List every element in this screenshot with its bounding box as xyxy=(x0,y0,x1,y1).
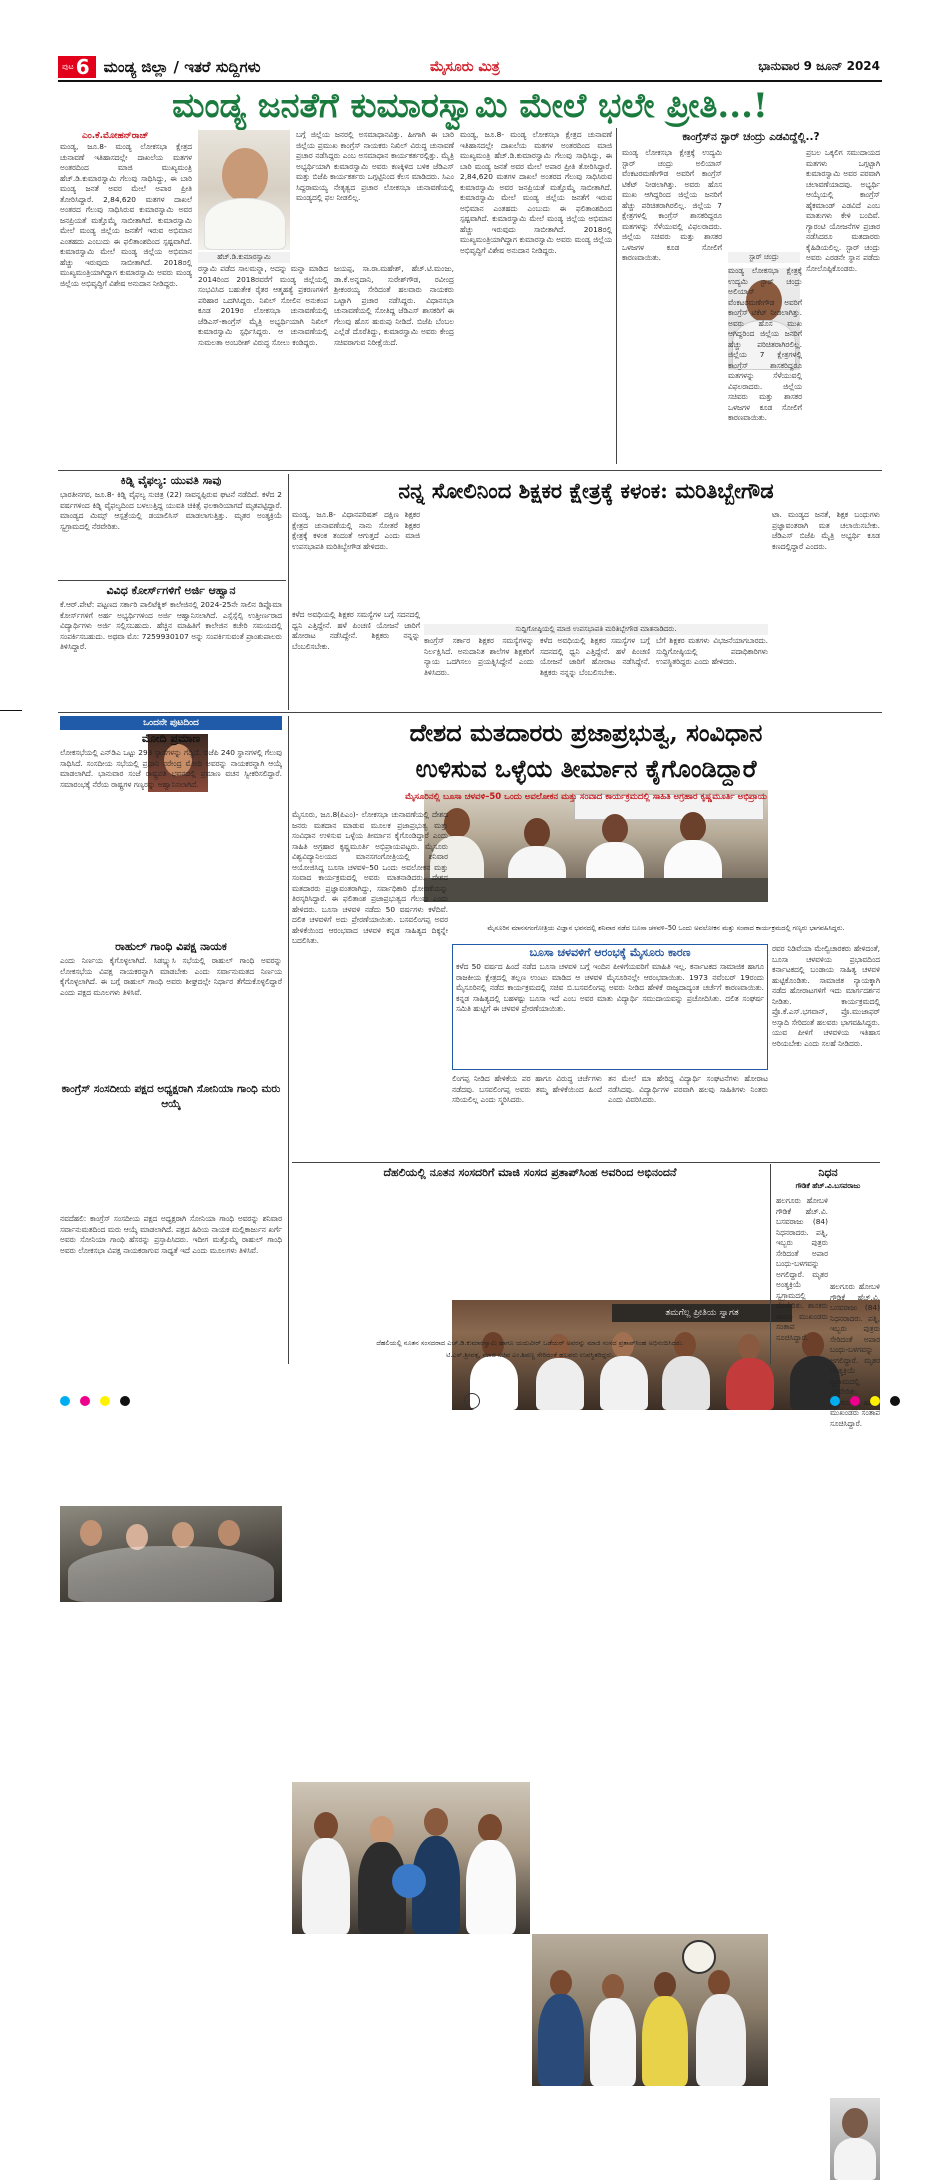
lead-body-col3: ಬಗ್ಗೆ ಜಿಲ್ಲೆಯ ಜನರಲ್ಲಿ ಅಸಮಾಧಾನವಿತ್ತು. ಹೀಗಾಗಿ ಈ ಬಾರಿ ಜಿಲ್ಲೆಯ ಪ್ರಮುಖ ಕಾಂಗ್ರೆಸ್ ನಾಯಕರು ನಿಖಿಲ್ ವಿರುದ್ಧ ಚುನಾವಣೆ ಪ್ರಚಾರ ನಡೆಸಿದ್ದರು ಎಂಬ ಅಸಮಾಧಾನ ಕಾರ್ಯಕರ್ತರಲ್ಲಿತ್ತು. ಮೈತ್ರಿ ಅಭ್ಯರ್ಥಿಯಾಗಿ ಕುಮಾರಸ್ವಾಮಿ ಅವರು ಕಣಕ್ಕಿಳಿದ ಬಳಿಕ ಜೆಡಿಎಸ್ ಮತ್ತು ಬಿಜೆಪಿ ಕಾರ್ಯಕರ್ತರು ಒಗ್ಗಟ್ಟಿನಿಂದ ಕೆಲಸ ಮಾಡಿದರು. ಸಿಎಂ ಸಿದ್ದರಾಮಯ್ಯ ನೇತೃತ್ವದ ಪ್ರಚಾರ ಲೋಕಸಭಾ ಚುನಾವಣೆಯಲ್ಲಿ ಮಂಡ್ಯದಲ್ಲಿ ಫಲ ನೀಡಲಿಲ್ಲ. xyxy=(296,130,454,203)
lead-body-col5: ಮಂಡ್ಯ, ಜೂ.8- ಮಂಡ್ಯ ಲೋಕಸಭಾ ಕ್ಷೇತ್ರದ ಚುನಾವಣೆ ಇತಿಹಾಸದಲ್ಲೇ ದಾಖಲೆಯ ಮತಗಳ ಅಂತರದಿಂದ ಮಾಜಿ ಮುಖ್ಯಮಂತ್ರಿ ಹೆಚ್.ಡಿ.ಕುಮಾರಸ್ವಾಮಿ ಗೆಲುವು ಸಾಧಿಸಿದ್ದು, ಈ ಬಾರಿ ಮಂಡ್ಯ ಜನತೆ ಅವರ ಮೇಲೆ ಅಪಾರ ಪ್ರೀತಿ ತೋರಿಸಿದ್ದಾರೆ. 2,84,620 ಮತಗಳ ದಾಖಲೆ ಅಂತರದ ಗೆಲುವು ಸಾಧಿಸಿರುವ ಕುಮಾರಸ್ವಾಮಿ ಅವರ ಜನಪ್ರಿಯತೆ ಮತ್ತೊಮ್ಮೆ ಸಾಬೀತಾಗಿದೆ. ಕುಮಾರಸ್ವಾಮಿ ಮೇಲೆ ಮಂಡ್ಯ ಜಿಲ್ಲೆಯ ಜನತೆಗೆ ಇರುವ ಅಭಿಮಾನ ಎಂತಹದು ಎಂಬುದು ಈ ಫಲಿತಾಂಶದಿಂದ ಸ್ಪಷ್ಟವಾಗಿದೆ. ಕುಮಾರಸ್ವಾಮಿ ಮೇಲೆ ಮಂಡ್ಯ ಜಿಲ್ಲೆಯ ಅಭಿಮಾನ ಹೆಚ್ಚು ಇರುವುದು ಸಾಬೀತಾಗಿದೆ. 2018ರಲ್ಲಿ ಮುಖ್ಯಮಂತ್ರಿಯಾಗಿದ್ದಾಗ ಕುಮಾರಸ್ವಾಮಿ ಅವರು ಮಂಡ್ಯ ಜಿಲ್ಲೆಯ ಅಭಿವೃದ್ಧಿಗೆ ವಿಶೇಷ ಅನುದಾನ ನೀಡಿದ್ದರು. xyxy=(460,130,612,255)
boosa-body2: ಲಿಂಗಪ್ಪ ನೀಡಿದ ಹೇಳಿಕೆಯ ಪರ ಹಾಗೂ ವಿರುದ್ಧ ಚರ್ಚೆಗಳು ನಡೆದವು. ಬಸವಲಿಂಗಪ್ಪ ಅವರು ತಮ್ಮ ಹೇಳಿಕೆಯಿಂದ ಹಿಂದೆ ಸರಿಯಲಿಲ್ಲ ಎಂದು ಸ್ಮರಿಸಿದರು. xyxy=(452,1074,602,1105)
modi-headline: ಮೋದಿ ಪ್ರಮಾಣ xyxy=(141,732,201,745)
marithibbe-body4: ಕಳೆದ ಅವಧಿಯಲ್ಲಿ ಶಿಕ್ಷಕರ ಸಮಸ್ಯೆಗಳ ಬಗ್ಗೆ ಸದನದಲ್ಲಿ ಧ್ವನಿ ಎತ್ತಿದ್ದೇನೆ. ಹಳೆ ಪಿಂಚಣಿ ಯೋಜನೆ ಜಾರಿಗೆ ಹೋರಾಟ ನಡೆಸಿದ್ದೇನೆ. ಶಿಕ್ಷಕರು ನನ್ನನ್ನು ಬೆಂಬಲಿಸಬೇಕು. xyxy=(540,636,650,677)
voters-headline-line1: ದೇಶದ ಮತದಾರರು ಪ್ರಜಾಪ್ರಭುತ್ವ, ಸಂವಿಧಾನ xyxy=(409,718,763,747)
kumaraswamy-caption: ಹೆಚ್.ಡಿ.ಕುಮಾರಸ್ವಾಮಿ xyxy=(198,252,290,263)
obituary-body: ಹಲಗೂರು ಹೋಬಳಿ ಗೌಡಿಕೆ ಹೆಚ್.ವಿ. ಬಸವರಾಜು (84) ನಿಧನರಾದರು. ಪತ್ನಿ, ಇಬ್ಬರು ಪುತ್ರರು ಸೇರಿದಂತೆ ಅಪಾರ ಬಂಧು-ಬಳಗವನ್ನು ಅಗಲಿದ್ದಾರೆ. ಮೃತರ ಅಂತ್ಯಕ್ರಿಯೆ ಸ್ವಗ್ರಾಮದಲ್ಲಿ ನೆರವೇರಿತು. ಶಾಸಕರು ಹಾಗೂ ಮುಖಂಡರು ಸಂತಾಪ ಸೂಚಿಸಿದ್ದಾರೆ. xyxy=(776,1196,828,1342)
boosa-box-body: ಕಳೆದ 50 ವರ್ಷದ ಹಿಂದೆ ನಡೆದ ಬೂಸಾ ಚಳವಳಿ ಬಗ್ಗೆ ಇಂದಿನ ಪೀಳಿಗೆಯವರಿಗೆ ಮಾಹಿತಿ ಇಲ್ಲ. ಕರ್ನಾಟಕದ ಸಾಮಾಜಿಕ ಹಾಗೂ ರಾಜಕೀಯ ಕ್ಷೇತ್ರದಲ್ಲಿ ತಲ್ಲಣ ಉಂಟು ಮಾಡಿದ ಆ ಚಳವಳಿ ಮೈಸೂರಿನಲ್ಲೇ ಆರಂಭವಾಯಿತು. 1973 ನವೆಂಬರ್ 19ರಂದು ಮೈಸೂರಿನಲ್ಲಿ ನಡೆದ ಕಾರ್ಯಕ್ರಮದಲ್ಲಿ ಸಚಿವ ಬಿ.ಬಸವಲಿಂಗಪ್ಪ ಅವರು ನೀಡಿದ ಹೇಳಿಕೆ ರಾಜ್ಯದಾದ್ಯಂತ ಚರ್ಚೆಗೆ ಕಾರಣವಾಯಿತು. ಕನ್ನಡ ಸಾಹಿತ್ಯದಲ್ಲಿ ಬಹಳಷ್ಟು ಬೂಸಾ ಇದೆ ಎಂಬ ಅವರ ಮಾತು ವಿದ್ಯಾರ್ಥಿ ಸಮುದಾಯವನ್ನು ಪ್ರಚೋದಿಸಿತು. ದಲಿತ ಸಂಘರ್ಷ ಸಮಿತಿ ಹುಟ್ಟಿಗೆ ಈ ಚಳವಳಿ ಪ್ರೇರಣೆಯಾಯಿತು. xyxy=(456,962,764,1014)
column-divider-4 xyxy=(770,1164,771,1364)
kidney-body: ಭಾರತೀನಗರ, ಜೂ.8- ಕಿಡ್ನಿ ವೈಫಲ್ಯ ಸುಚಿತ್ರ (22) ಸಾವನ್ನಪ್ಪಿರುವ ಘಟನೆ ನಡೆದಿದೆ. ಕಳೆದ 2 ವರ್ಷಗಳಿಂದ ಕಿಡ್ನಿ ವೈಫಲ್ಯದಿಂದ ಬಳಲುತ್ತಿದ್ದ ಯುವತಿ ಚಿಕಿತ್ಸೆ ಫಲಕಾರಿಯಾಗದೆ ಮೃತಪಟ್ಟಿದ್ದಾರೆ. ಮಾಂಡ್ಯದ ಮಿಮ್ಸ್ ಆಸ್ಪತ್ರೆಯಲ್ಲಿ ಡಯಾಲಿಸಿಸ್ ಮಾಡಲಾಗುತ್ತಿತ್ತು. ಮೃತರ ಅಂತ್ಯಕ್ರಿಯೆ ಸ್ವಗ್ರಾಮದಲ್ಲಿ ನೆರವೇರಿತು. xyxy=(60,490,282,531)
row-divider-4 xyxy=(292,1162,880,1163)
cyan-dot xyxy=(60,1396,70,1406)
chandru-body-col3: ಮಂಡ್ಯ ಲೋಕಸಭಾ ಕ್ಷೇತ್ರಕ್ಕೆ ಉದ್ಯಮಿ ಸ್ಟಾರ್ ಚಂದ್ರು ಅಲಿಯಾಸ್ ವೆಂಕಟರಮಣೇಗೌಡ ಅವರಿಗೆ ಕಾಂಗ್ರೆಸ್ ಟಿಕೆಟ್ ನೀಡಲಾಗಿತ್ತು. ಅವರು ಹೊಸ ಮುಖ ಆಗಿದ್ದರಿಂದ ಜಿಲ್ಲೆಯ ಜನರಿಗೆ ಹೆಚ್ಚು ಪರಿಚಿತರಾಗಿರಲಿಲ್ಲ. ಜಿಲ್ಲೆಯ 7 ಕ್ಷೇತ್ರಗಳಲ್ಲಿ ಕಾಂಗ್ರೆಸ್ ಶಾಸಕರಿದ್ದರೂ ಮತಗಳನ್ನು ಸೆಳೆಯುವಲ್ಲಿ ವಿಫಲರಾದರು. ಜಿಲ್ಲೆಯ ಸಚಿವರು ಮತ್ತು ಶಾಸಕರ ಒಳಜಗಳ ಕೂಡ ಸೋಲಿಗೆ ಕಾರಣವಾಯಿತು. xyxy=(728,266,802,423)
masthead-logo: ಮೈಸೂರು ಮಿತ್ರ xyxy=(430,59,500,75)
column-divider-2 xyxy=(288,474,289,710)
column-divider-3 xyxy=(288,716,289,1364)
delhi-caption-1: ದೆಹಲಿಯಲ್ಲಿ ನೂತನ ಸಂಸದರಾದ ಎಚ್.ಡಿ.ಕುಮಾರಸ್ವಾಮಿ ಹಾಗೂ ಯದುವೀರ್ ಒಡೆಯರ್ ಅವರನ್ನು ಮಾಜಿ ಸಂಸದ ಪ್ರತಾಪ್‌ಸಿಂಹ ಅಭಿನಂದಿಸಿದರು. xyxy=(376,1339,684,1347)
marithibbe-body3: ಕಾಂಗ್ರೆಸ್ ಸರ್ಕಾರ ಶಿಕ್ಷಕರ ಸಮಸ್ಯೆಗಳನ್ನು ನಿರ್ಲಕ್ಷಿಸಿದೆ. ಅನುದಾನಿತ ಶಾಲೆಗಳ ಶಿಕ್ಷಕರಿಗೆ ನ್ಯಾಯ ಒದಗಿಸಲು ಪ್ರಯತ್ನಿಸಿದ್ದೇನೆ ಎಂದು ತಿಳಿಸಿದರು. xyxy=(424,636,534,677)
color-bar-right xyxy=(830,1396,900,1406)
obituary-label: ನಿಧನ xyxy=(818,1166,838,1179)
rahul-body: ಎಂದು ನಿರ್ಣಯ ಕೈಗೊಳ್ಳಲಾಗಿದೆ. ಸಿಡಬ್ಲ್ಯುಸಿ ಸಭೆಯಲ್ಲಿ ರಾಹುಲ್ ಗಾಂಧಿ ಅವರನ್ನು ಲೋಕಸಭೆಯ ವಿಪಕ್ಷ ನಾಯಕರನ್ನಾಗಿ ಮಾಡಬೇಕು ಎಂದು ಸರ್ವಾನುಮತದ ನಿರ್ಣಯ ಕೈಗೊಳ್ಳಲಾಗಿದೆ. ಈ ಬಗ್ಗೆ ರಾಹುಲ್ ಗಾಂಧಿ ಅವರು ಶೀಘ್ರದಲ್ಲೇ ನಿರ್ಧಾರ ತೆಗೆದುಕೊಳ್ಳಲಿದ್ದಾರೆ ಎಂದು ಪಕ್ಷದ ಮೂಲಗಳು ತಿಳಿಸಿವೆ. xyxy=(60,956,282,997)
voters-body: ಮೈಸೂರು, ಜೂ.8(ಪಿಎಂ)- ಲೋಕಸಭಾ ಚುನಾವಣೆಯಲ್ಲಿ ದೇಶದ ಜನರು ಮತದಾನ ಮಾಡುವ ಮೂಲಕ ಪ್ರಜಾಪ್ರಭುತ್ವ ಮತ್ತು ಸಂವಿಧಾನ ಉಳಿಸುವ ಒಳ್ಳೆಯ ತೀರ್ಮಾನ ಕೈಗೊಂಡಿದ್ದಾರೆ ಎಂದು ಸಾಹಿತಿ ಅಗ್ರಹಾರ ಕೃಷ್ಣಮೂರ್ತಿ ಅಭಿಪ್ರಾಯಪಟ್ಟರು. ಮೈಸೂರು ವಿಶ್ವವಿದ್ಯಾನಿಲಯದ ಮಾನಸಗಂಗೋತ್ರಿಯಲ್ಲಿ ಶನಿವಾರ ಆಯೋಜಿಸಿದ್ದ ಬೂಸಾ ಚಳವಳಿ–50 ಒಂದು ಅವಲೋಕನ ಮತ್ತು ಸಂವಾದ ಕಾರ್ಯಕ್ರಮದಲ್ಲಿ ಅವರು ಮಾತನಾಡಿದರು. ದೇಶದ ಮತದಾರರು ಪ್ರಜ್ಞಾವಂತರಾಗಿದ್ದು, ಸರ್ವಾಧಿಕಾರಿ ಧೋರಣೆಯನ್ನು ತಿರಸ್ಕರಿಸಿದ್ದಾರೆ. ಈ ಫಲಿತಾಂಶ ಪ್ರಜಾಪ್ರಭುತ್ವದ ಗೆಲುವು ಎಂದು ಹೇಳಿದರು. ಬೂಸಾ ಚಳವಳಿ ನಡೆದು 50 ವರ್ಷಗಳು ಕಳೆದಿವೆ. ದಲಿತ ಚಳವಳಿಗೆ ಅದು ಪ್ರೇರಣೆಯಾಯಿತು. ಬಸವಲಿಂಗಪ್ಪ ಅವರ ಹೇಳಿಕೆಯಿಂದ ಆರಂಭವಾದ ಚಳವಳಿ ಕನ್ನಡ ಸಾಹಿತ್ಯದ ದಿಕ್ಕನ್ನೇ ಬದಲಿಸಿತು. xyxy=(292,810,448,946)
press-meet-caption: ಸುದ್ದಿಗೋಷ್ಠಿಯಲ್ಲಿ ಮಾಜಿ ಉಪಸಭಾಪತಿ ಮರಿತಿಬ್ಬೇಗೌಡ ಮಾತನಾಡಿದರು. xyxy=(424,624,768,635)
sonia-photo xyxy=(60,1506,282,1602)
boosa-body3: ತನ ಮೇಲೆ ಮಾ ಹೇರಿದ್ದ ವಿದ್ಯಾರ್ಥಿ ಸಂಘಟನೆಗಳು ಹೋರಾಟ ನಡೆಸಿದವು. ವಿದ್ಯಾರ್ಥಿಗಳ ಪರವಾಗಿ ಹಲವು ಸಾಹಿತಿಗಳು ನಿಂತರು ಎಂದು ವಿವರಿಸಿದರು. xyxy=(608,1074,768,1105)
obituary-name: ಗೌಡಿಕೆ ಹೆಚ್.ವಿ.ಬಸವರಾಜು xyxy=(795,1182,861,1190)
lead-body-col4: ಜಯಪ್ಪ, ಸಾ.ರಾ.ಮಹೇಶ್, ಹೆಚ್.ಟಿ.ಮಂಜು, ಡಾ.ಕೆ.ಅನ್ನದಾನಿ, ಸುರೇಶ್‌ಗೌಡ, ರವೀಂದ್ರ ಶ್ರೀಕಂಠಯ್ಯ ಸೇರಿದಂತೆ ಹಲವಾರು ನಾಯಕರು ಒಟ್ಟಾಗಿ ಪ್ರಚಾರ ನಡೆಸಿದ್ದರು. ವಿಧಾನಸಭಾ ಚುನಾವಣೆಯಲ್ಲಿ ಸೋತಿದ್ದ ಜೆಡಿಎಸ್ ಶಾಸಕರಿಗೆ ಈ ಗೆಲುವು ಹೊಸ ಹುರುಪು ನೀಡಿದೆ. ಬಿಜೆಪಿ ಬೆಂಬಲ ಎಲ್ಲೆಡೆ ದೊರೆತಿದ್ದು, ಕುಮಾರಸ್ವಾಮಿ ಅವರು ಕೇಂದ್ರ ಸಚಿವರಾಗುವ ನಿರೀಕ್ಷೆಯಿದೆ. xyxy=(334,264,454,347)
magenta-dot xyxy=(850,1396,860,1406)
applications-body: ಕೆ.ಆರ್.ಪೇಟೆ: ಪಟ್ಟಣದ ಸರ್ಕಾರಿ ಪಾಲಿಟೆಕ್ನಿಕ್ ಕಾಲೇಜಿನಲ್ಲಿ 2024-25ನೇ ಸಾಲಿನ ಡಿಪ್ಲೊಮಾ ಕೋರ್ಸ್‌ಗಳಿಗೆ ಅರ್ಹ ಅಭ್ಯರ್ಥಿಗಳಿಂದ ಅರ್ಜಿ ಆಹ್ವಾನಿಸಲಾಗಿದೆ. ಎಸ್ಸೆಸ್ಸೆಲ್ಸಿ ಉತ್ತೀರ್ಣರಾದ ವಿದ್ಯಾರ್ಥಿಗಳು ಅರ್ಜಿ ಸಲ್ಲಿಸಬಹುದು. ಹೆಚ್ಚಿನ ಮಾಹಿತಿಗೆ ಕಾಲೇಜಿನ ಕಚೇರಿ ಸಮಯದಲ್ಲಿ ಸಂಪರ್ಕಿಸಬಹುದು. ಅಥವಾ ಮೊ: 7259930107 ಅನ್ನು ಸಂಪರ್ಕಿಸುವಂತೆ ಪ್ರಾಂಶುಪಾಲರು ತಿಳಿಸಿದ್ದಾರೆ. xyxy=(60,600,282,652)
applications-headline: ವಿವಿಧ ಕೋರ್ಸ್‌ಗಳಿಗೆ ಅರ್ಜಿ ಆಹ್ವಾನ xyxy=(106,584,236,597)
cyan-dot xyxy=(830,1396,840,1406)
page-word: ಪುಟ xyxy=(62,61,74,71)
row-divider-3 xyxy=(58,712,882,713)
rahul-headline: ರಾಹುಲ್ ಗಾಂಧಿ ವಿಪಕ್ಷ ನಾಯಕ xyxy=(115,940,227,953)
modi-body: ಲೋಕಸಭೆಯಲ್ಲಿ ಎನ್‌ಡಿಎ ಒಟ್ಟು 293 ಸ್ಥಾನಗಳನ್ನು ಗೆದ್ದಿದೆ. ಬಿಜೆಪಿ 240 ಸ್ಥಾನಗಳಲ್ಲಿ ಗೆಲುವು ಸಾಧಿಸಿದೆ. ಸಂಸದೀಯ ಸಭೆಯಲ್ಲಿ ಪ್ರಧಾನಿ ನರೇಂದ್ರ ಮೋದಿ ಅವರನ್ನು ನಾಯಕರನ್ನಾಗಿ ಆಯ್ಕೆ ಮಾಡಲಾಗಿದೆ. ಭಾನುವಾರ ಸಂಜೆ ರಾಷ್ಟ್ರಪತಿ ಭವನದಲ್ಲಿ ಪ್ರಮಾಣ ವಚನ ಸ್ವೀಕರಿಸಲಿದ್ದಾರೆ. ಸಮಾರಂಭಕ್ಕೆ ನೆರೆಯ ರಾಷ್ಟ್ರಗಳ ಗಣ್ಯರನ್ನು ಆಹ್ವಾನಿಸಲಾಗಿದೆ. xyxy=(60,748,282,789)
boosa-right-body: ರವರ ನಿಡಿವೆಯಾ ಮೇಲ್ವಿಚಾರಕರು ಹೇಳಿದಂತೆ, ಬೂಸಾ ಚಳವಳಿಯ ಪ್ರಭಾವದಿಂದ ಕರ್ನಾಟಕದಲ್ಲಿ ಬಂಡಾಯ ಸಾಹಿತ್ಯ ಚಳವಳಿ ಹುಟ್ಟಿಕೊಂಡಿತು. ಸಾಮಾಜಿಕ ನ್ಯಾಯಕ್ಕಾಗಿ ನಡೆದ ಹೋರಾಟಗಳಿಗೆ ಇದು ಮಾರ್ಗದರ್ಶನ ನೀಡಿತು. ಕಾರ್ಯಕ್ರಮದಲ್ಲಿ ಪ್ರೊ.ಕೆ.ಎಸ್.ಭಗವಾನ್, ಪ್ರೊ.ಮುಜಾಫರ್ ಅಸ್ಸಾದಿ ಸೇರಿದಂತೆ ಹಲವರು ಭಾಗವಹಿಸಿದ್ದರು. ಯುವ ಪೀಳಿಗೆ ಚಳವಳಿಯ ಇತಿಹಾಸ ಅರಿಯಬೇಕು ಎಂದು ಸಲಹೆ ನೀಡಿದರು. xyxy=(772,944,880,1048)
black-dot xyxy=(890,1396,900,1406)
lead-body-col2: ರಸ್ವಾಮಿ ಪಡೆದ ಸಾಲಮನ್ನಾ, ಅದನ್ನು ಮನ್ನಾ ಮಾಡಿದ 2014ರಿಂದ 2018ರವರೆಗೆ ಮಂಡ್ಯ ಜಿಲ್ಲೆಯಲ್ಲಿ ಸಂಭವಿಸಿದ ಬಹುತೇಕ ರೈತರ ಆತ್ಮಹತ್ಯೆ ಪ್ರಕರಣಗಳಿಗೆ ಪರಿಹಾರ ಒದಗಿಸಿದ್ದರು. ನಿಖಿಲ್ ಸೋಲಿನ ಅನುಕಂಪ ಕೂಡ 2019ರ ಲೋಕಸಭಾ ಚುನಾವಣೆಯಲ್ಲಿ ಜೆಡಿಎಸ್-ಕಾಂಗ್ರೆಸ್ ಮೈತ್ರಿ ಅಭ್ಯರ್ಥಿಯಾಗಿ ನಿಖಿಲ್ ಕುಮಾರಸ್ವಾಮಿ ಸ್ಪರ್ಧಿಸಿದ್ದರು. ಆ ಚುನಾವಣೆಯಲ್ಲಿ ಸುಮಲತಾ ಅಂಬರೀಶ್ ವಿರುದ್ಧ ಸೋಲು ಕಂಡಿದ್ದರು. xyxy=(198,264,328,347)
row-divider-2 xyxy=(58,580,286,581)
marithibbe-body-right: ಟಾ. ಮಂಡ್ಯದ ಜನತೆ, ಶಿಕ್ಷಕ ಬಂಧುಗಳು ಪ್ರಜ್ಞಾವಂತರಾಗಿ ಮತ ಚಲಾಯಿಸಬೇಕು. ಜೆಡಿಎಸ್ ಬಿಜೆಪಿ ಮೈತ್ರಿ ಅಭ್ಯರ್ಥಿ ಕೂಡ ಕಣದಲ್ಲಿದ್ದಾರೆ ಎಂದರು. xyxy=(772,510,880,551)
yellow-dot xyxy=(100,1396,110,1406)
marithibbe-body1: ಮಂಡ್ಯ, ಜೂ.8- ವಿಧಾನಪರಿಷತ್ ದಕ್ಷಿಣ ಶಿಕ್ಷಕರ ಕ್ಷೇತ್ರದ ಚುನಾವಣೆಯಲ್ಲಿ ನಾನು ಸೋತರೆ ಶಿಕ್ಷಕರ ಕ್ಷೇತ್ರಕ್ಕೆ ಕಳಂಕ ತಂದಂತೆ ಆಗುತ್ತದೆ ಎಂದು ಮಾಜಿ ಉಪಸಭಾಪತಿ ಮರಿತಿಬ್ಬೇಗೌಡ ಹೇಳಿದರು. xyxy=(292,510,420,551)
marithibbe-body2: ಕಳೆದ ಅವಧಿಯಲ್ಲಿ ಶಿಕ್ಷಕರ ಸಮಸ್ಯೆಗಳ ಬಗ್ಗೆ ಸದನದಲ್ಲಿ ಧ್ವನಿ ಎತ್ತಿದ್ದೇನೆ. ಹಳೆ ಪಿಂಚಣಿ ಯೋಜನೆ ಜಾರಿಗೆ ಹೋರಾಟ ನಡೆಸಿದ್ದೇನೆ. ಶಿಕ್ಷಕರು ನನ್ನನ್ನು ಬೆಂಬಲಿಸಬೇಕು. xyxy=(292,610,420,651)
trim-mark xyxy=(0,710,22,711)
sonia-body: ನವದೆಹಲಿ: ಕಾಂಗ್ರೆಸ್ ಸಂಸದೀಯ ಪಕ್ಷದ ಅಧ್ಯಕ್ಷರಾಗಿ ಸೋನಿಯಾ ಗಾಂಧಿ ಅವರನ್ನು ಶನಿವಾರ ಸರ್ವಾನುಮತದಿಂದ ಮರು ಆಯ್ಕೆ ಮಾಡಲಾಗಿದೆ. ಪಕ್ಷದ ಹಿರಿಯ ನಾಯಕ ಮಲ್ಲಿಕಾರ್ಜುನ ಖರ್ಗೆ ಅವರು ಸೋನಿಯಾ ಗಾಂಧಿ ಹೆಸರನ್ನು ಪ್ರಸ್ತಾಪಿಸಿದರು. ಇದೀಗ ಮತ್ತೊಮ್ಮೆ ರಾಹುಲ್ ಗಾಂಧಿ ಅವರು ಲೋಕಸಭಾ ವಿಪಕ್ಷ ನಾಯಕರಾಗುವ ಸಾಧ್ಯತೆ ಇದೆ ಎಂದು ಮೂಲಗಳು ತಿಳಿಸಿವೆ. xyxy=(60,1214,282,1255)
welcome-banner: ತಮಗೆಲ್ಲ ಪ್ರೀತಿಯ ಸ್ವಾಗತ xyxy=(612,1304,792,1322)
top-rule xyxy=(58,80,882,82)
lead-byline: ಎಂ.ಕೆ.ಮೋಹನ್‌ರಾಜ್ xyxy=(82,131,149,141)
voters-headline-line2: ಉಳಿಸುವ ಒಳ್ಳೆಯ ತೀರ್ಮಾನ ಕೈಗೊಂಡಿದ್ದಾರೆ xyxy=(415,754,757,783)
delhi-headline: ದೆಹಲಿಯಲ್ಲಿ ನೂತನ ಸಂಸದರಿಗೆ ಮಾಜಿ ಸಂಸದ ಪ್ರತಾಪ್‌ಸಿಂಹ ಅವರಿಂದ ಅಭಿನಂದನೆ xyxy=(383,1166,677,1179)
color-bar-left xyxy=(60,1396,130,1406)
issue-date: ಭಾನುವಾರ 9 ಜೂನ್ 2024 xyxy=(758,59,880,73)
section-title: ಮಂಡ್ಯ ಜಿಲ್ಲಾ / ಇತರೆ ಸುದ್ದಿಗಳು xyxy=(103,57,261,76)
chandru-caption: ಸ್ಟಾರ್ ಚಂದ್ರು xyxy=(728,252,800,263)
lead-body-col1: ಮಂಡ್ಯ, ಜೂ.8- ಮಂಡ್ಯ ಲೋಕಸಭಾ ಕ್ಷೇತ್ರದ ಚುನಾವಣೆ ಇತಿಹಾಸದಲ್ಲೇ ದಾಖಲೆಯ ಮತಗಳ ಅಂತರದಿಂದ ಮಾಜಿ ಮುಖ್ಯಮಂತ್ರಿ ಹೆಚ್.ಡಿ.ಕುಮಾರಸ್ವಾಮಿ ಗೆಲುವು ಸಾಧಿಸಿದ್ದು, ಈ ಬಾರಿ ಮಂಡ್ಯ ಜನತೆ ಅವರ ಮೇಲೆ ಅಪಾರ ಪ್ರೀತಿ ತೋರಿಸಿದ್ದಾರೆ. 2,84,620 ಮತಗಳ ದಾಖಲೆ ಅಂತರದ ಗೆಲುವು ಸಾಧಿಸಿರುವ ಕುಮಾರಸ್ವಾಮಿ ಅವರ ಜನಪ್ರಿಯತೆ ಮತ್ತೊಮ್ಮೆ ಸಾಬೀತಾಗಿದೆ. ಕುಮಾರಸ್ವಾಮಿ ಮೇಲೆ ಮಂಡ್ಯ ಜಿಲ್ಲೆಯ ಜನತೆಗೆ ಇರುವ ಅಭಿಮಾನ ಎಂತಹದು ಎಂಬುದು ಈ ಫಲಿತಾಂಶದಿಂದ ಸ್ಪಷ್ಟವಾಗಿದೆ. ಕುಮಾರಸ್ವಾಮಿ ಮೇಲೆ ಮಂಡ್ಯ ಜಿಲ್ಲೆಯ ಅಭಿಮಾನ ಹೆಚ್ಚು ಇರುವುದು ಸಾಬೀತಾಗಿದೆ. 2018ರಲ್ಲಿ ಮುಖ್ಯಮಂತ್ರಿಯಾಗಿದ್ದಾಗ ಕುಮಾರಸ್ವಾಮಿ ಅವರು ಮಂಡ್ಯ ಜಿಲ್ಲೆಯ ಅಭಿವೃದ್ಧಿಗೆ ವಿಶೇಷ ಅನುದಾನ ನೀಡಿದ್ದರು. xyxy=(60,142,192,288)
delhi-caption-2: ಟಿ.ಎಸ್.ಶ್ರೀವತ್ಸ, ಮಾಜಿ ಸಚಿವ ಎಂ.ಶಿವಣ್ಣ ಸೇರಿದಂತೆ ಹಲವರು ಉಪಸ್ಥಿತರಿದ್ದರು. xyxy=(446,1351,614,1359)
delhi-photo-1 xyxy=(292,1782,530,1934)
black-dot xyxy=(120,1396,130,1406)
chandru-body-col1: ಮಂಡ್ಯ ಲೋಕಸಭಾ ಕ್ಷೇತ್ರಕ್ಕೆ ಉದ್ಯಮಿ ಸ್ಟಾರ್ ಚಂದ್ರು ಅಲಿಯಾಸ್ ವೆಂಕಟರಮಣೇಗೌಡ ಅವರಿಗೆ ಕಾಂಗ್ರೆಸ್ ಟಿಕೆಟ್ ನೀಡಲಾಗಿತ್ತು. ಅವರು ಹೊಸ ಮುಖ ಆಗಿದ್ದರಿಂದ ಜಿಲ್ಲೆಯ ಜನರಿಗೆ ಹೆಚ್ಚು ಪರಿಚಿತರಾಗಿರಲಿಲ್ಲ. ಜಿಲ್ಲೆಯ 7 ಕ್ಷೇತ್ರಗಳಲ್ಲಿ ಕಾಂಗ್ರೆಸ್ ಶಾಸಕರಿದ್ದರೂ ಮತಗಳನ್ನು ಸೆಳೆಯುವಲ್ಲಿ ವಿಫಲರಾದರು. ಜಿಲ್ಲೆಯ ಸಚಿವರು ಮತ್ತು ಶಾಸಕರ ಒಳಜಗಳ ಕೂಡ ಸೋಲಿಗೆ ಕಾರಣವಾಯಿತು. xyxy=(622,148,722,263)
lead-headline: ಮಂಡ್ಯ ಜನತೆಗೆ ಕುಮಾರಸ್ವಾಮಿ ಮೇಲೆ ಭಲೇ ಪ್ರೀತಿ...! xyxy=(172,86,768,126)
obituary-photo xyxy=(830,2098,880,2180)
continued-label: ಒಂದನೇ ಪುಟದಿಂದ xyxy=(60,716,282,730)
press-meet-photo xyxy=(424,790,768,902)
boosa-photo-caption: ಮೈಸೂರಿನ ಮಾನಸಗಂಗೋತ್ರಿಯ ವಿಜ್ಞಾನ ಭವನದಲ್ಲಿ ಶನಿವಾರ ನಡೆದ ಬೂಸಾ ಚಳವಳಿ–50 ಒಂದು ಅವಲೋಕನ ಮತ್ತು ಸಂವಾದ ಕಾರ್ಯಕ್ರಮದಲ್ಲಿ ಗಣ್ಯರು ಭಾಗವಹಿಸಿದ್ದರು. xyxy=(487,924,845,932)
kumaraswamy-photo xyxy=(198,130,290,250)
boosa-box-headline: ಬೂಸಾ ಚಳವಳಿಗೆ ಆರಂಭಕ್ಕೆ ಮೈಸೂರು ಕಾರಣ xyxy=(529,946,691,959)
column-divider xyxy=(616,128,617,464)
voters-strap: ಮೈಸೂರಿನಲ್ಲಿ ಬೂಸಾ ಚಳವಳಿ–50 ಒಂದು ಅವಲೋಕನ ಮತ್ತು ಸಂವಾದ ಕಾರ್ಯಕ್ರಮದಲ್ಲಿ ಸಾಹಿತಿ ಅಗ್ರಹಾರ ಕೃಷ್ಣಮೂರ್ತಿ ಅಭಿಪ್ರಾಯ xyxy=(405,792,767,802)
registration-mark xyxy=(464,1393,480,1409)
row-divider-1 xyxy=(58,470,882,471)
yellow-dot xyxy=(870,1396,880,1406)
obituary-body-cont: ಹಲಗೂರು ಹೋಬಳಿ ಗೌಡಿಕೆ ಹೆಚ್.ವಿ. ಬಸವರಾಜು (84) ನಿಧನರಾದರು. ಪತ್ನಿ, ಇಬ್ಬರು ಪುತ್ರರು ಸೇರಿದಂತೆ ಅಪಾರ ಬಂಧು-ಬಳಗವನ್ನು ಅಗಲಿದ್ದಾರೆ. ಮೃತರ ಅಂತ್ಯಕ್ರಿಯೆ ಸ್ವಗ್ರಾಮದಲ್ಲಿ ನೆರವೇರಿತು. ಶಾಸಕರು ಮುಖಂಡರು ಸಂತಾಪ ಸೂಚಿಸಿದ್ದಾರೆ. xyxy=(830,1282,880,1428)
magenta-dot xyxy=(80,1396,90,1406)
delhi-photo-2 xyxy=(532,1934,768,2086)
marithibbe-headline: ನನ್ನ ಸೋಲಿನಿಂದ ಶಿಕ್ಷಕರ ಕ್ಷೇತ್ರಕ್ಕೆ ಕಳಂಕ: ಮರಿತಿಬ್ಬೇಗೌಡ xyxy=(398,478,774,503)
page-number-box xyxy=(58,56,96,78)
page-number: 6 xyxy=(75,54,90,79)
chandru-headline: ಕಾಂಗ್ರೆಸ್‌ನ ಸ್ಟಾರ್ ಚಂದ್ರು ಎಡವಿದ್ದೆಲ್ಲಿ..? xyxy=(682,131,820,143)
sonia-headline: ಕಾಂಗ್ರೆಸ್ ಸಂಸದೀಯ ಪಕ್ಷದ ಅಧ್ಯಕ್ಷರಾಗಿ ಸೋನಿಯಾ ಗಾಂಧಿ ಮರು ಆಯ್ಕೆ xyxy=(61,1083,281,1110)
kidney-headline: ಕಿಡ್ನಿ ವೈಫಲ್ಯ: ಯುವತಿ ಸಾವು xyxy=(120,474,222,487)
marithibbe-body5: ಬೆಗೆ ಶಿಕ್ಷಕರ ಮತಗಳು ವಿಭಜನೆಯಾಗಬಾರದು. ಸುದ್ದಿಗೋಷ್ಠಿಯಲ್ಲಿ ಪದಾಧಿಕಾರಿಗಳು ಉಪಸ್ಥಿತರಿದ್ದರು ಎಂದು ಹೇಳಿದರು. xyxy=(656,636,768,667)
chandru-body-col2: ಪ್ರಬಲ ಒಕ್ಕಲಿಗ ಸಮುದಾಯದ ಮತಗಳು ಒಗ್ಗಟ್ಟಾಗಿ ಕುಮಾರಸ್ವಾಮಿ ಅವರ ಪರವಾಗಿ ಚಲಾವಣೆಯಾದವು. ಅಭ್ಯರ್ಥಿ ಆಯ್ಕೆಯಲ್ಲಿ ಕಾಂಗ್ರೆಸ್ ಹೈಕಮಾಂಡ್ ಎಡವಿದೆ ಎಂಬ ಮಾತುಗಳು ಕೇಳಿ ಬಂದಿವೆ. ಗ್ಯಾರಂಟಿ ಯೋಜನೆಗಳ ಪ್ರಚಾರ ನಡೆಸಿದರೂ ಮತದಾರರು ಕೈಹಿಡಿಯಲಿಲ್ಲ. ಸ್ಟಾರ್ ಚಂದ್ರು ಅವರು ಎರಡನೇ ಸ್ಥಾನ ಪಡೆದು ಸೋಲೊಪ್ಪಿಕೊಂಡರು. xyxy=(806,148,880,273)
